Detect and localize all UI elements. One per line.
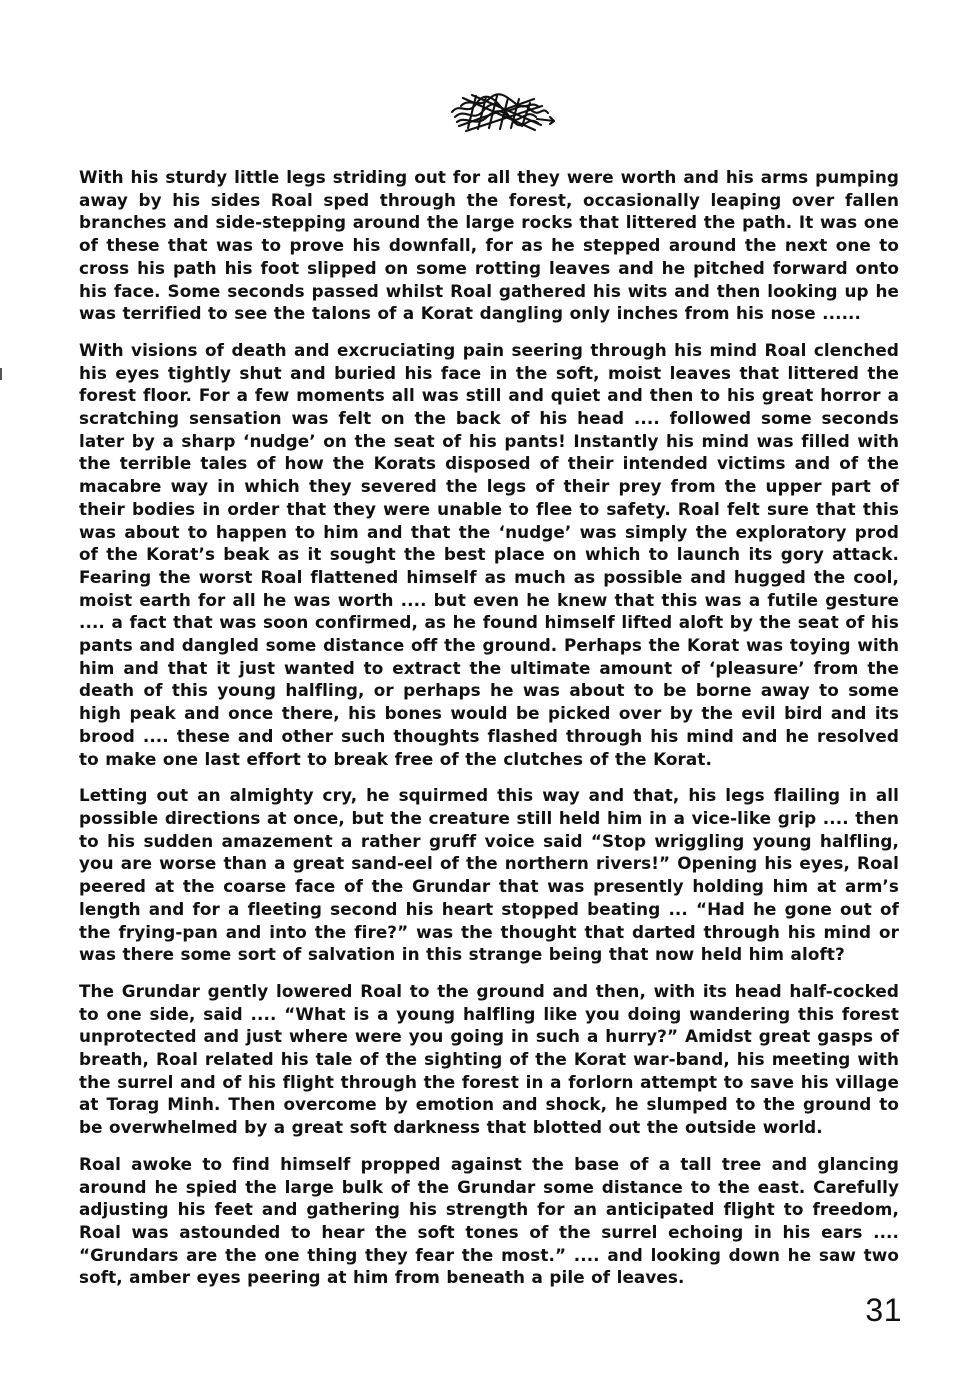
paragraph-3: Letting out an almighty cry, he squirmed this way and that, his legs flailing in all possible directions at once, but the creature still held him in a vice-like grip .... then to his sudden amazement a rather gruff voice said “Stop wriggling young halfling, you are worse than a great sand-eel of the northern rivers!” Opening his eyes, Roal peered at the coarse face of the Grundar that was presently holding him at arm’s length and for a fleeting second his heart stopped beating ... “Had he gone out of the frying-pan and into the fire?” was the thought that darted through his mind or was there some sort of salvation in this strange being that now held him aloft? [79, 785, 899, 965]
story-text [79, 166, 899, 1303]
scribble-ornament-icon [448, 86, 560, 136]
paragraph-1: With his sturdy little legs striding out for all they were worth and his arms pumping away by his sides Roal sped through the forest, occasionally leaping over fallen branches and side-stepping around the large rocks that littered the path. It was one of these that was to prove his downfall, for as he stepped around the next one to cross his path his foot slipped on some rotting leaves and he pitched forward onto his face. Some seconds passed whilst Roal gathered his wits and then looking up he was terrified to see the talons of a Korat dangling only inches from his nose ...... [79, 167, 899, 324]
page-number: 31 [865, 1292, 902, 1328]
paragraph-4: The Grundar gently lowered Roal to the ground and then, with its head half-cocked to one side, said .... “What is a young halfling like you doing wandering this forest unprotected and just where were you going in such a hurry?” Amidst great gasps of breath, Roal related his tale of the sighting of the Korat war-band, his meeting with the surrel and of his flight through the forest in a forlorn attempt to save his village at Torag Minh. Then overcome by emotion and shock, he slumped to the ground to be overwhelmed by a great soft darkness that blotted out the outside world. [79, 980, 899, 1138]
scan-edge-mark [0, 368, 2, 380]
paragraph-5: Roal awoke to find himself propped against the base of a tall tree and glancing around he spied the large bulk of the Grundar some distance to the east. Carefully adjusting his feet and gathering his strength for an anticipated flight to freedom, Roal was astounded to hear the soft tones of the surrel echoing in his ears .... “Grundars are the one thing they fear the most.” .... and looking down he saw two soft, amber eyes peering at him from beneath a pile of leaves. [79, 1153, 899, 1288]
paragraph-2: With visions of death and excruciating pain seering through his mind Roal clenched his eyes tightly shut and buried his face in the soft, moist leaves that littered the forest floor. For a few moments all was still and quiet and then to his great horror a scratching sensation was felt on the back of his head .... followed some seconds later by a sharp ‘nudge’ on the seat of his pants! Instantly his mind was filled with the terrible tales of how the Korats disposed of their intended victims and of the macabre way in which they severed the legs of their prey from the upper part of their bodies in order that they were unable to flee to safety. Roal felt sure that this was about to happen to him and that the ‘nudge’ was simply the exploratory prod of the Korat’s beak as it sought the best place on which to launch its gory attack. Fearing the worst Roal flattened himself as much as possible and hugged the cool, moist earth for all he was worth .... but even he knew that this was a futile gesture .... a fact that was soon confirmed, as he found himself lifted aloft by the seat of his pants and dangled some distance off the ground. Perhaps the Korat was toying with him and that it just wanted to extract the ultimate amount of ‘pleasure’ from the death of this young halfling, or perhaps he was about to be borne away to some high peak and once there, his bones would be picked over by the evil bird and its brood .... these and other such thoughts flashed through his mind and he resolved to make one last effort to break free of the clutches of the Korat. [79, 339, 899, 769]
